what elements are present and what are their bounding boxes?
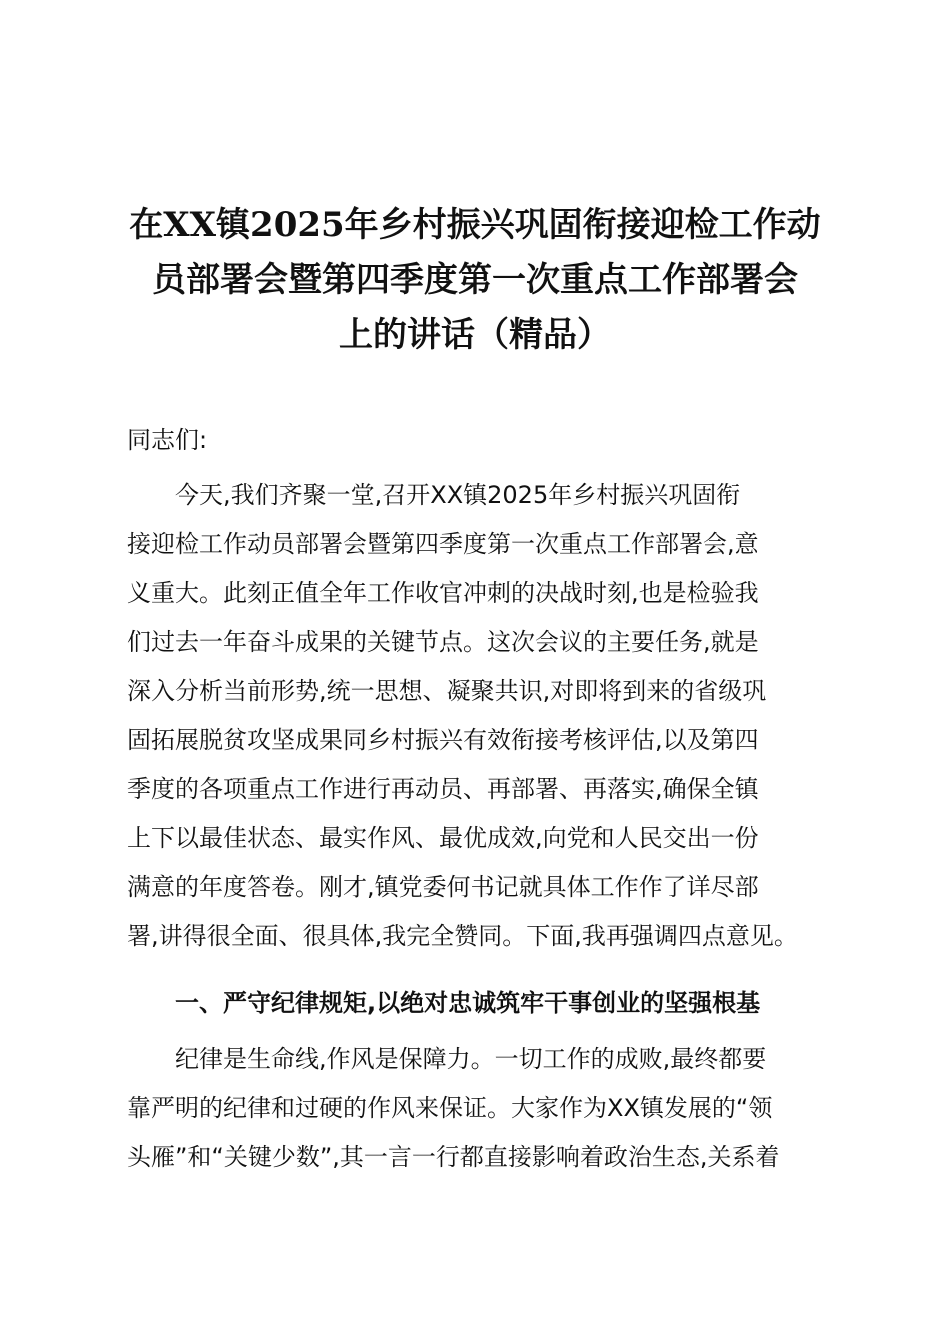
paragraph-section-1	[127, 1035, 847, 1182]
paragraph-line: 今天,我们齐聚一堂,召开XX镇2025年乡村振兴巩固衔	[175, 481, 741, 509]
paragraph-line: 上下以最佳状态、最实作风、最优成效,向党和人民交出一份	[127, 824, 759, 852]
section-heading-1: 一、严守纪律规矩,以绝对忠诚筑牢干事创业的坚强根基	[175, 989, 761, 1017]
document-title	[118, 198, 832, 363]
paragraph-line: 们过去一年奋斗成果的关键节点。这次会议的主要任务,就是	[127, 628, 759, 656]
title-line: 在XX镇2025年乡村振兴巩固衔接迎检工作动	[129, 205, 821, 245]
paragraph-line: 署,讲得很全面、很具体,我完全赞同。下面,我再强调四点意见。	[127, 922, 798, 950]
paragraph-line: 满意的年度答卷。刚才,镇党委何书记就具体工作作了详尽部	[127, 873, 759, 901]
paragraph-line: 纪律是生命线,作风是保障力。一切工作的成败,最终都要	[175, 1045, 767, 1073]
paragraph-line: 头雁”和“关键少数”,其一言一行都直接影响着政治生态,关系着	[127, 1143, 780, 1171]
title-line: 上的讲话（精品）	[339, 315, 611, 355]
paragraph-intro	[127, 471, 847, 961]
paragraph-line: 义重大。此刻正值全年工作收官冲刺的决战时刻,也是检验我	[127, 579, 759, 607]
paragraph-line: 靠严明的纪律和过硬的作风来保证。大家作为XX镇发展的“领	[127, 1094, 773, 1122]
title-line: 员部署会暨第四季度第一次重点工作部署会	[152, 260, 798, 300]
paragraph-line: 固拓展脱贫攻坚成果同乡村振兴有效衔接考核评估,以及第四	[127, 726, 759, 754]
salutation: 同志们:	[127, 426, 208, 454]
paragraph-line: 季度的各项重点工作进行再动员、再部署、再落实,确保全镇	[127, 775, 759, 803]
paragraph-line: 深入分析当前形势,统一思想、凝聚共识,对即将到来的省级巩	[127, 677, 767, 705]
paragraph-line: 接迎检工作动员部署会暨第四季度第一次重点工作部署会,意	[127, 530, 759, 558]
